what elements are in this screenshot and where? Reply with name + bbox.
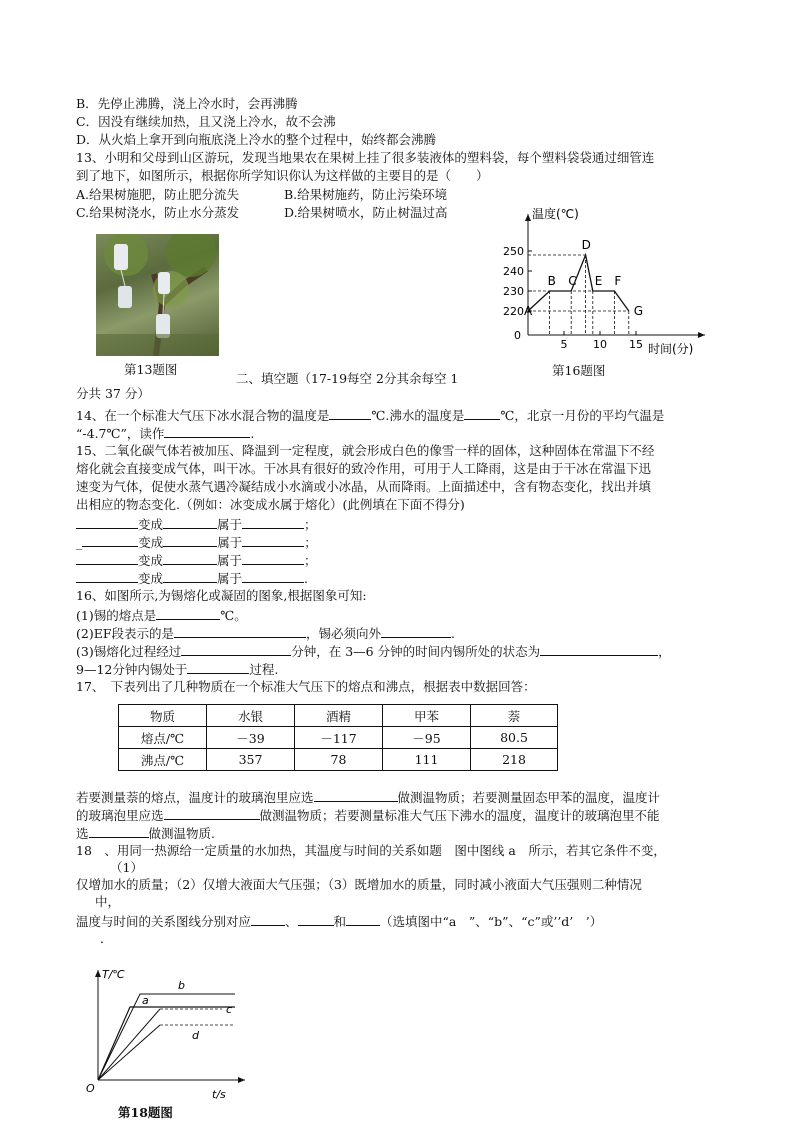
point-label-e: E xyxy=(594,274,603,288)
tin-melting-chart xyxy=(490,200,715,365)
table-header-cell: 物质 xyxy=(119,705,207,727)
q13-option-d: D.给果树喷水，防止树温过高 xyxy=(284,205,448,220)
q14-blank-icewater-temp[interactable] xyxy=(329,405,371,420)
x-tick-label: 5 xyxy=(560,338,568,351)
q15-row-end: . xyxy=(304,571,309,586)
fruit-tree-photo xyxy=(96,234,219,356)
q15-blank-from[interactable] xyxy=(82,532,138,547)
q15-blank-from[interactable] xyxy=(76,514,138,529)
table-row xyxy=(119,727,558,749)
q16-blank-heat-direction[interactable] xyxy=(381,623,451,638)
x-axis-arrow xyxy=(238,1077,245,1083)
q13-option-c: C.给果树浇水，防止水分蒸发 xyxy=(76,205,240,220)
q16-text-2a: (2)EF段表示的是 xyxy=(76,626,175,641)
q16-blank-state[interactable] xyxy=(540,641,658,656)
table-header-cell: 水银 xyxy=(207,705,295,727)
origin-label: O xyxy=(86,1082,95,1095)
q16-text-3b: 分钟，在 3—6 分钟的时间内锡所处的状态为 xyxy=(291,644,541,659)
q15-dash: _ xyxy=(76,535,83,550)
q18-line1-wrap: （1） xyxy=(110,860,143,875)
y-tick-label: 220 xyxy=(503,305,524,318)
q16-line2 xyxy=(76,623,455,643)
q14-line1 xyxy=(76,405,664,425)
q12-option-b: B．先停止沸腾，浇上冷水时，会再沸腾 xyxy=(76,96,298,111)
q16-blank-melt-duration[interactable] xyxy=(181,641,291,656)
y-axis-label: T/℃ xyxy=(102,968,125,981)
q18-figure-caption: 第18题图 xyxy=(118,1105,173,1120)
q15-text-shu: 属于 xyxy=(217,571,243,586)
q15-answer-row xyxy=(76,550,317,570)
q15-blank-change[interactable] xyxy=(242,568,304,583)
q15-blank-to[interactable] xyxy=(163,514,217,529)
series-a-line xyxy=(98,1007,235,1080)
q18-line3-end: ． xyxy=(100,931,113,946)
water-chart-plot xyxy=(86,968,245,1101)
q16-text-4b: 过程. xyxy=(249,662,279,677)
q18-blank-case3[interactable] xyxy=(346,911,380,926)
q15-answer-row xyxy=(76,568,308,588)
tin-chart-plot xyxy=(503,206,705,356)
q14-blank-boiling-temp[interactable] xyxy=(464,405,500,420)
q15-answer-row xyxy=(76,514,317,534)
q15-answer-row xyxy=(76,532,317,552)
q16-line1 xyxy=(76,605,247,625)
q15-line4: 出相应的物态变化.（例如：冰变成水属于熔化）(此例填在下面不得分) xyxy=(76,497,465,512)
q15-line1: 15、二氧化碳气体若被加压、降温到一定程度，就会形成白色的像雪一样的固体，这种固体在常温下不经 xyxy=(76,443,655,458)
q15-line3: 速变为气体，促使水蒸气遇冷凝结成小水滴或小冰晶，从而降雨。上面描述中，含有物态变化，找出并填 xyxy=(76,479,652,494)
q16-line4 xyxy=(76,659,278,679)
q15-blank-to[interactable] xyxy=(163,532,217,547)
q18-line3 xyxy=(76,911,602,931)
q15-text-shu: 属于 xyxy=(217,517,243,532)
q18-text-3a: 温度与时间的关系图线分别对应 xyxy=(76,914,252,929)
table-row xyxy=(119,749,558,771)
q13-line1: 13、小明和父母到山区游玩，发现当地果农在果树上挂了很多装液体的塑料袋，每个塑料袋袋通过细管连 xyxy=(76,150,655,165)
y-axis-arrow xyxy=(95,970,101,977)
table-cell: 78 xyxy=(295,749,383,771)
q15-blank-change[interactable] xyxy=(242,550,304,565)
q15-blank-change[interactable] xyxy=(242,514,304,529)
q15-text-bian: 变成 xyxy=(138,571,164,586)
q16-text-2b: ，锡必须向外 xyxy=(306,626,382,641)
q15-row-end: ； xyxy=(304,517,317,532)
table-cell: 熔点/℃ xyxy=(119,727,207,749)
q15-text-shu: 属于 xyxy=(217,553,243,568)
q13-figure-caption: 第13题图 xyxy=(124,362,178,377)
point-label-a: A xyxy=(524,304,533,318)
q14-text-e: . xyxy=(250,426,255,441)
table-cell: 80.5 xyxy=(471,727,558,749)
series-c-rise xyxy=(98,1009,160,1080)
point-label-b: B xyxy=(547,274,556,288)
q18-text-3b: 、 xyxy=(285,914,298,929)
water-heating-chart xyxy=(80,962,250,1102)
q17-text-2a: 的玻璃泡里应选 xyxy=(76,808,164,823)
q17-text-1b: 做测温物质；若要测量固态甲苯的温度，温度计 xyxy=(397,790,661,805)
point-label-g: G xyxy=(633,304,644,318)
q18-line2: 仅增加水的质量；（2）仅增大液面大气压强；（3）既增加水的质量，同时减小液面大气压强则二种情况 xyxy=(76,877,642,892)
q16-blank-ef-segment[interactable] xyxy=(174,623,306,638)
q16-blank-melting-point[interactable] xyxy=(156,605,220,620)
q13-line2: 到了地下，如图所示，根据你所学知识你认为这样做的主要目的是（ ） xyxy=(76,168,489,183)
y-axis-arrow xyxy=(525,214,531,221)
q16-text-1a: (1)锡的熔点是 xyxy=(76,608,157,623)
table-header-cell: 甲苯 xyxy=(383,705,471,727)
q14-blank-reading[interactable] xyxy=(164,423,250,438)
melting-boiling-table xyxy=(118,704,558,771)
q17-answer-line2 xyxy=(76,805,660,825)
q18-blank-case1[interactable] xyxy=(251,911,285,926)
table-cell: －39 xyxy=(207,727,295,749)
q18-text-3c: 和 xyxy=(333,914,347,929)
q17-answer-line1 xyxy=(76,787,660,807)
table-header-row xyxy=(119,705,558,727)
q16-text-2c: . xyxy=(451,626,456,641)
q15-row-end: ； xyxy=(304,553,317,568)
series-b-label: b xyxy=(178,979,185,992)
q16-text-4a: 9—12分钟内锡处于 xyxy=(76,662,188,677)
q17-intro: 17、 下表列出了几种物质在一个标准大气压下的熔点和沸点，根据表中数据回答： xyxy=(76,679,536,694)
origin-label: 0 xyxy=(514,329,521,342)
q16-line3 xyxy=(76,641,671,661)
table-cell: 沸点/℃ xyxy=(119,749,207,771)
q13-option-b: B.给果树施药，防止污染环境 xyxy=(284,187,448,202)
y-tick-label: 250 xyxy=(503,245,524,258)
q14-line2 xyxy=(76,423,254,443)
series-c-label: c xyxy=(226,1003,233,1016)
x-axis-label: 时间(分) xyxy=(648,342,694,356)
q17-blank-toluene[interactable] xyxy=(164,805,260,820)
point-label-f: F xyxy=(614,274,622,288)
series-d-rise xyxy=(98,1025,160,1080)
q14-text-b: ℃.沸水的温度是 xyxy=(371,408,465,423)
y-tick-label: 240 xyxy=(503,265,524,278)
q15-blank-from[interactable] xyxy=(76,568,138,583)
q15-text-bian: 变成 xyxy=(138,517,164,532)
q16-text-1b: ℃。 xyxy=(220,608,247,623)
q17-text-1a: 若要测量萘的熔点，温度计的玻璃泡里应选 xyxy=(76,790,314,805)
q13-option-a: A.给果树施肥，防止肥分流失 xyxy=(76,187,240,202)
q16-figure-caption: 第16题图 xyxy=(552,363,606,378)
q17-blank-boiling-water[interactable] xyxy=(89,823,149,838)
table-cell: 111 xyxy=(383,749,471,771)
q16-blank-process[interactable] xyxy=(187,659,249,674)
q12-option-d: D．从火焰上拿开到向瓶底浇上冷水的整个过程中，始终都会沸腾 xyxy=(76,132,437,147)
q16-intro: 16、如图所示,为锡熔化或凝固的图象,根据图象可知: xyxy=(76,588,367,603)
q15-text-bian: 变成 xyxy=(138,535,164,550)
q16-text-3c: ， xyxy=(658,644,671,659)
x-tick-label: 10 xyxy=(593,338,607,351)
q12-option-c: C．因没有继续加热，且又浇上冷水，故不会沸 xyxy=(76,114,336,129)
q15-blank-to[interactable] xyxy=(163,568,217,583)
q16-text-3a: (3)锡熔化过程经过 xyxy=(76,644,182,659)
q17-text-2b: 做测温物质；若要测量标准大气压下沸水的温度，温度计的玻璃泡里不能 xyxy=(259,808,660,823)
q17-text-3a: 选 xyxy=(76,826,89,841)
x-axis-label: t/s xyxy=(212,1088,226,1101)
q15-blank-to[interactable] xyxy=(163,550,217,565)
x-axis-arrow xyxy=(698,332,705,338)
q15-text-bian: 变成 xyxy=(138,553,164,568)
table-cell: －117 xyxy=(295,727,383,749)
q14-text-a: 14、在一个标准大气压下冰水混合物的温度是 xyxy=(76,408,330,423)
series-d-label: d xyxy=(192,1029,199,1042)
section2-title-cont: 分共 37 分） xyxy=(76,386,150,401)
q15-blank-change[interactable] xyxy=(242,532,304,547)
q18-text-3d: （选填图中“a ”、“b”、“c”或’’d’ ’） xyxy=(380,914,603,929)
table-header-cell: 萘 xyxy=(471,705,558,727)
series-a-label: a xyxy=(142,994,149,1007)
q18-blank-case2[interactable] xyxy=(298,911,334,926)
y-axis-label: 温度(℃) xyxy=(532,207,579,221)
table-header-cell: 酒精 xyxy=(295,705,383,727)
q15-row-end: ； xyxy=(304,535,317,550)
q18-line1: 18 、用同一热源给一定质量的水加热，其温度与时间的关系如题 图中图线 a 所示，若其它条件不变， xyxy=(76,843,666,858)
table-cell: 218 xyxy=(471,749,558,771)
table-cell: 357 xyxy=(207,749,295,771)
point-label-d: D xyxy=(581,238,591,252)
q15-blank-from[interactable] xyxy=(76,550,138,565)
q17-blank-naphthalene[interactable] xyxy=(314,787,398,802)
q15-line2: 熔化就会直接变成气体，叫干冰。干冰具有很好的致冷作用，可用于人工降雨，这是由于干冰在常温下迅 xyxy=(76,461,652,476)
section2-title: 二、填空题（17-19每空 2分其余每空 1 xyxy=(236,371,459,386)
y-tick-label: 230 xyxy=(503,285,524,298)
point-label-c: C xyxy=(568,274,577,288)
q15-text-shu: 属于 xyxy=(217,535,243,550)
table-cell: －95 xyxy=(383,727,471,749)
q17-text-3b: 做测温物质. xyxy=(148,826,215,841)
q18-line2-wrap: 中， xyxy=(95,894,121,909)
q14-text-d: “-4.7℃”，读作 xyxy=(76,426,165,441)
q17-answer-line3 xyxy=(76,823,215,843)
x-tick-label: 15 xyxy=(629,338,643,351)
q14-text-c: ℃，北京一月份的平均气温是 xyxy=(500,408,665,423)
